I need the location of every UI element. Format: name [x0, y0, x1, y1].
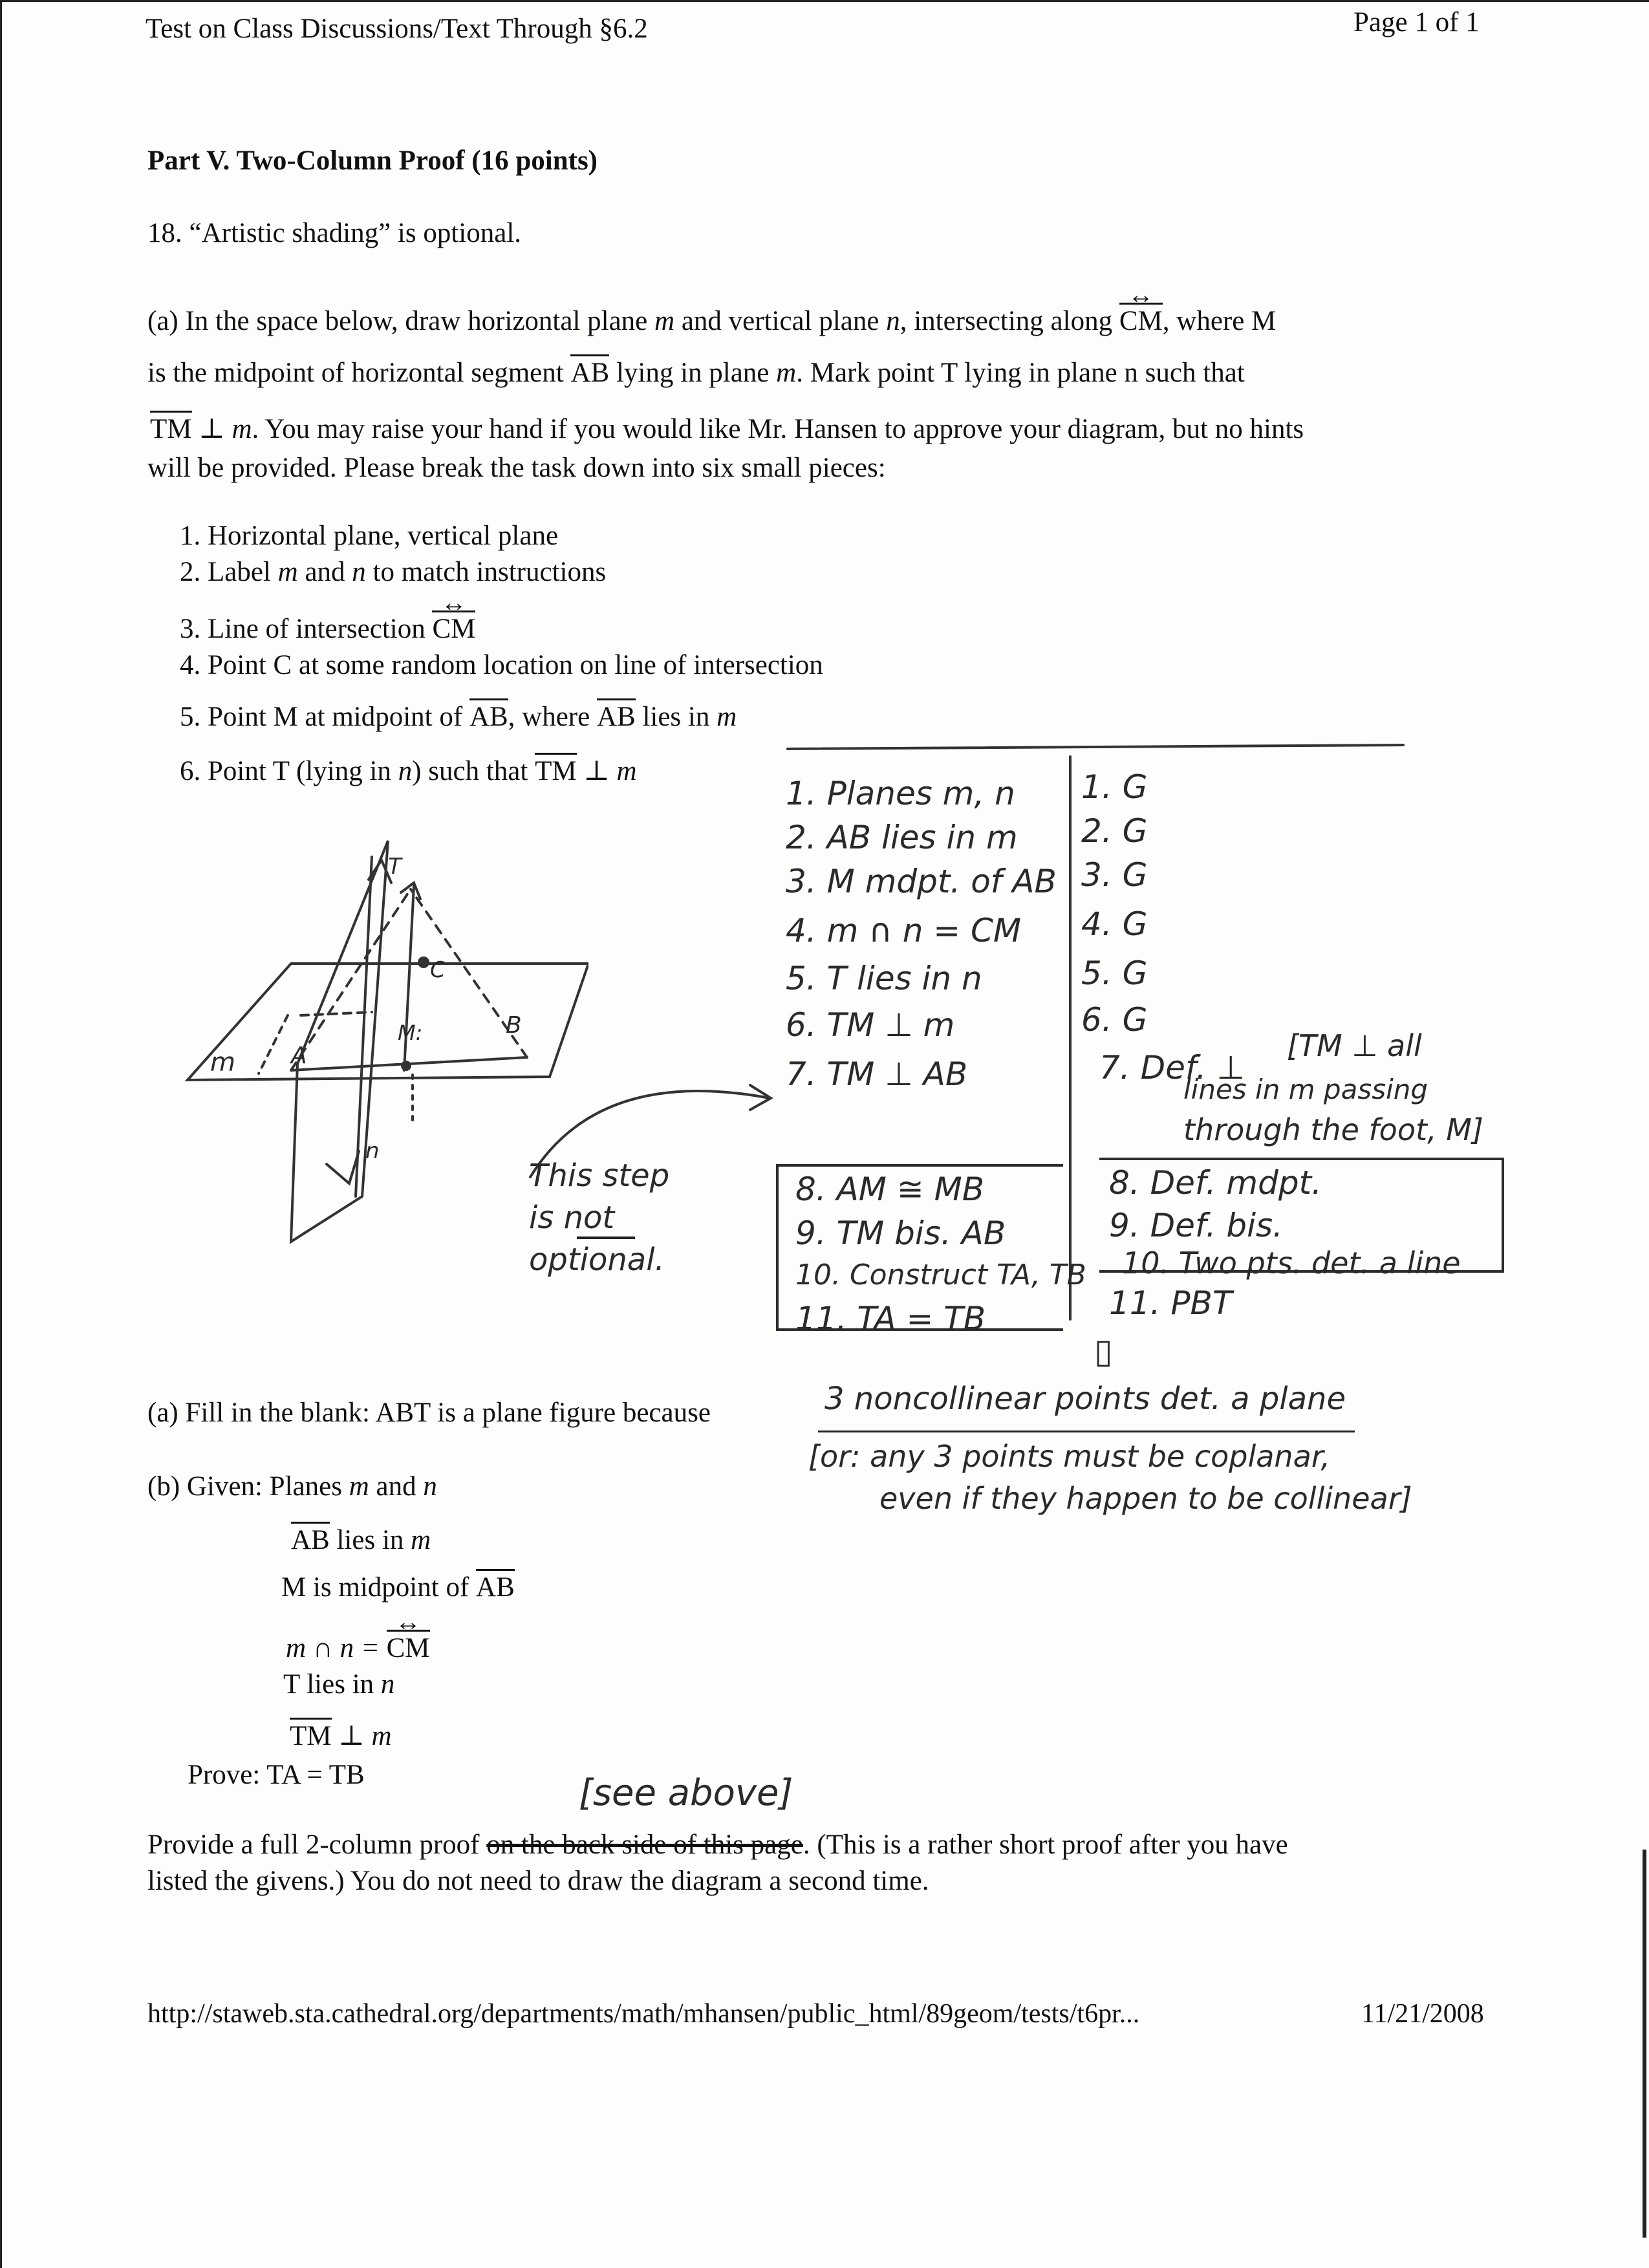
proof-statement-11: 11. TA = TB	[795, 1300, 986, 1337]
step-2: 2. Label m and n to match instructions	[180, 557, 607, 587]
proof-statement-1: 1. Planes m, n	[786, 775, 1015, 812]
proof-statement-7: 7. TM ⊥ AB	[786, 1055, 968, 1093]
header-left: Test on Class Discussions/Text Through §6.2	[146, 14, 648, 44]
header-right: Page 1 of 1	[1353, 7, 1480, 38]
proof-reason-1: 1. G	[1081, 768, 1148, 806]
annotation-line-2: is not	[529, 1200, 615, 1236]
see-above-note: [see above]	[579, 1772, 793, 1814]
hidden-edge	[301, 1012, 372, 1015]
plane-diagram	[162, 821, 588, 1248]
proof-reason-5: 5. G	[1081, 955, 1148, 992]
proof-reason-7: 7. Def. ⊥	[1099, 1049, 1245, 1086]
fill-blank-line	[818, 1431, 1355, 1432]
step-3: 3. Line of intersection CM ↔	[180, 612, 475, 647]
label-plane-m: m	[210, 1048, 235, 1077]
proof-reason-11: 11. PBT	[1109, 1284, 1233, 1322]
segment-ab: AB	[570, 356, 609, 391]
fill-blank-answer: 3 noncollinear points det. a plane	[824, 1381, 1346, 1417]
fill-alt-line-1: [or: any 3 points must be coplanar,	[808, 1439, 1331, 1474]
instruction-line-3: TM ⊥ m. You may raise your hand if you would like Mr. Hansen to approve your diagram, but no hints	[150, 412, 1304, 447]
scan-edge-right	[1643, 1850, 1646, 2238]
step-6: 6. Point T (lying in n) such that TM ⊥ m	[180, 754, 637, 789]
line-cm: CM ↔	[1119, 304, 1163, 339]
label-c: C	[430, 957, 446, 983]
proof-statement-6: 6. TM ⊥ m	[786, 1006, 955, 1044]
prove-line: Prove: TA = TB	[188, 1760, 365, 1790]
vertical-plane-n	[291, 841, 388, 1242]
closing-line-1: Provide a full 2-column proof on the back side of this page. (This is a rather short proof after you have	[147, 1830, 1288, 1860]
instruction-line-1: (a) In the space below, draw horizontal plane m and vertical plane n, intersecting along CM ↔, where M	[147, 304, 1276, 339]
proof-reason-6: 6. G	[1081, 1001, 1148, 1039]
label-m-point: M:	[398, 1021, 423, 1045]
proof-statement-5: 5. T lies in n	[786, 960, 982, 997]
proof-reason-9: 9. Def. bis.	[1109, 1207, 1283, 1244]
footer-url: http://staweb.sta.cathedral.org/departments/math/mhansen/public_html/89geom/tests/t6pr...	[147, 1999, 1140, 2029]
fill-alt-line-2: even if they happen to be collinear]	[879, 1481, 1412, 1516]
proof-statement-8: 8. AM ≅ MB	[795, 1171, 985, 1208]
label-a: A	[291, 1042, 307, 1069]
proof-top-line	[788, 745, 1403, 749]
hidden-line	[259, 1015, 288, 1074]
proof-reason-2: 2. G	[1081, 812, 1148, 850]
label-t: T	[388, 854, 402, 880]
proof-statement-4: 4. m ∩ n = CM	[786, 912, 1022, 949]
arrow-down	[327, 1151, 359, 1183]
part-title: Part V. Two-Column Proof (16 points)	[147, 146, 598, 176]
proof-statement-2: 2. AB lies in m	[786, 819, 1018, 856]
given-line-5: T lies in n	[283, 1669, 395, 1700]
step-5: 5. Point M at midpoint of AB, where AB lies in m	[180, 700, 737, 735]
proof-end-mark: ▯	[1094, 1332, 1113, 1371]
proof-reason-3: 3. G	[1081, 856, 1148, 894]
fill-blank-label: (a) Fill in the blank: ABT is a plane figure because	[147, 1398, 711, 1428]
segment-ta	[291, 889, 411, 1070]
label-plane-n: n	[365, 1138, 380, 1164]
annotation-line-1: This step	[529, 1158, 670, 1194]
label-b: B	[506, 1012, 522, 1039]
scan-edge-top	[0, 0, 1649, 2]
reason-7-note-line-2: lines in m passing	[1183, 1074, 1428, 1105]
reason-7-note-line-1: [TM ⊥ all	[1287, 1028, 1422, 1063]
given-line-2: AB lies in m	[291, 1523, 431, 1558]
closing-line-2: listed the givens.) You do not need to draw the diagram a second time.	[147, 1866, 929, 1896]
instruction-line-2: is the midpoint of horizontal segment AB lying in plane m. Mark point T lying in plane n such that	[147, 356, 1245, 391]
given-line-4: m ∩ n = CM ↔	[286, 1631, 430, 1666]
given-line-6: TM ⊥ m	[290, 1719, 392, 1754]
proof-statement-10: 10. Construct TA, TB	[795, 1258, 1086, 1291]
footer-date: 11/21/2008	[1361, 1999, 1484, 2029]
reason-7-note-line-3: through the foot, M]	[1183, 1112, 1483, 1147]
step-1: 1. Horizontal plane, vertical plane	[180, 521, 559, 551]
proof-reason-4: 4. G	[1081, 905, 1148, 943]
given-line-3: M is midpoint of AB	[281, 1570, 515, 1605]
not-underline	[577, 1237, 635, 1239]
proof-reason-8: 8. Def. mdpt.	[1109, 1164, 1322, 1202]
point-c	[419, 958, 428, 967]
given-line-1: (b) Given: Planes m and n	[147, 1471, 437, 1502]
proof-reason-10: 10. Two pts. det. a line	[1122, 1246, 1461, 1280]
instruction-line-4: will be provided. Please break the task down into six small pieces:	[147, 453, 886, 483]
proof-statement-9: 9. TM bis. AB	[795, 1215, 1006, 1252]
question-18: 18. “Artistic shading” is optional.	[147, 218, 522, 248]
scan-edge-left	[0, 0, 2, 2268]
step-4: 4. Point C at some random location on line of intersection	[180, 650, 823, 680]
point-m	[402, 1062, 410, 1070]
annotation-line-3: optional.	[529, 1242, 665, 1278]
proof-statement-3: 3. M mdpt. of AB	[786, 863, 1057, 900]
horizontal-plane-m	[188, 964, 588, 1080]
